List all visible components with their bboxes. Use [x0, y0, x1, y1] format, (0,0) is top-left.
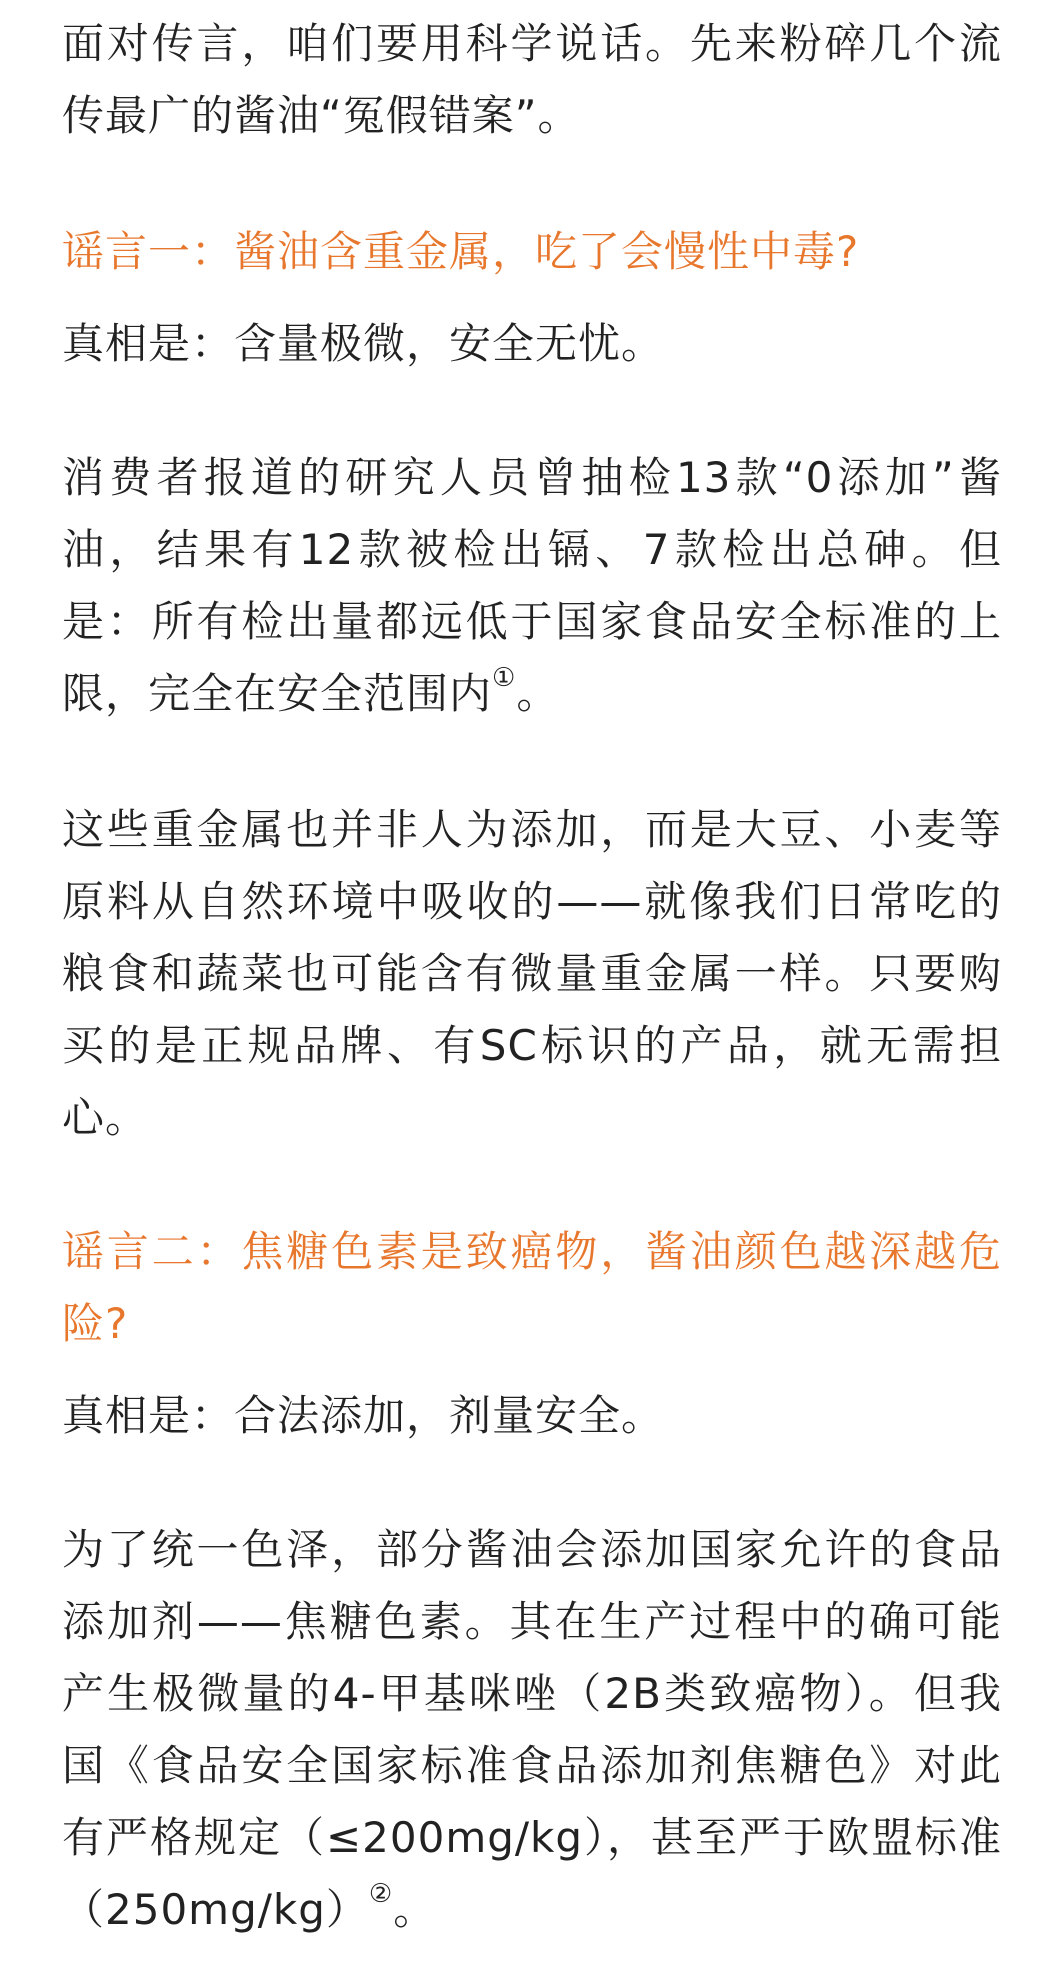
footnote-ref-1: ①: [492, 663, 517, 693]
rumor1-paragraph-1-end: 。: [516, 669, 560, 718]
footnote-ref-2: ②: [368, 1879, 394, 1909]
rumor2-paragraph-1-end: 。: [393, 1885, 437, 1934]
rumor1-paragraph-1: [62, 442, 1002, 730]
intro-paragraph: 面对传言，咱们要用科学说话。先来粉碎几个流传最广的酱油“冤假错案”。: [62, 19, 1002, 140]
rumor2-truth: 真相是：合法添加，剂量安全。: [62, 1391, 665, 1440]
rumor1-paragraph-1-text: 消费者报道的研究人员曾抽检13款“0添加”酱油，结果有12款被检出镉、7款检出总砷。但是：所有检出量都远低于国家食品安全标准的上限，完全在安全范围内: [62, 453, 1002, 718]
rumor1-truth: 真相是：含量极微，安全无忧。: [62, 319, 665, 368]
rumor2-heading: 谣言二：焦糖色素是致癌物，酱油颜色越深越危险?: [62, 1227, 1002, 1348]
rumor1-paragraph-2: 这些重金属也并非人为添加，而是大豆、小麦等原料从自然环境中吸收的——就像我们日常吃的粮食和蔬菜也可能含有微量重金属一样。只要购买的是正规品牌、有SC标识的产品，就无需担心。: [62, 805, 1002, 1142]
rumor2-paragraph-1: [62, 1514, 1002, 1946]
rumor1-heading: 谣言一：酱油含重金属，吃了会慢性中毒?: [62, 227, 860, 276]
article-body: [62, 0, 1002, 1946]
rumor2-paragraph-1-text: 为了统一色泽，部分酱油会添加国家允许的食品添加剂——焦糖色素。其在生产过程中的确可能产生极微量的4-甲基咪唑（2B类致癌物）。但我国《食品安全国家标准食品添加剂焦糖色》对此有严格规定（≤200mg/kg），甚至严于欧盟标准（250mg/kg）: [62, 1525, 1002, 1934]
